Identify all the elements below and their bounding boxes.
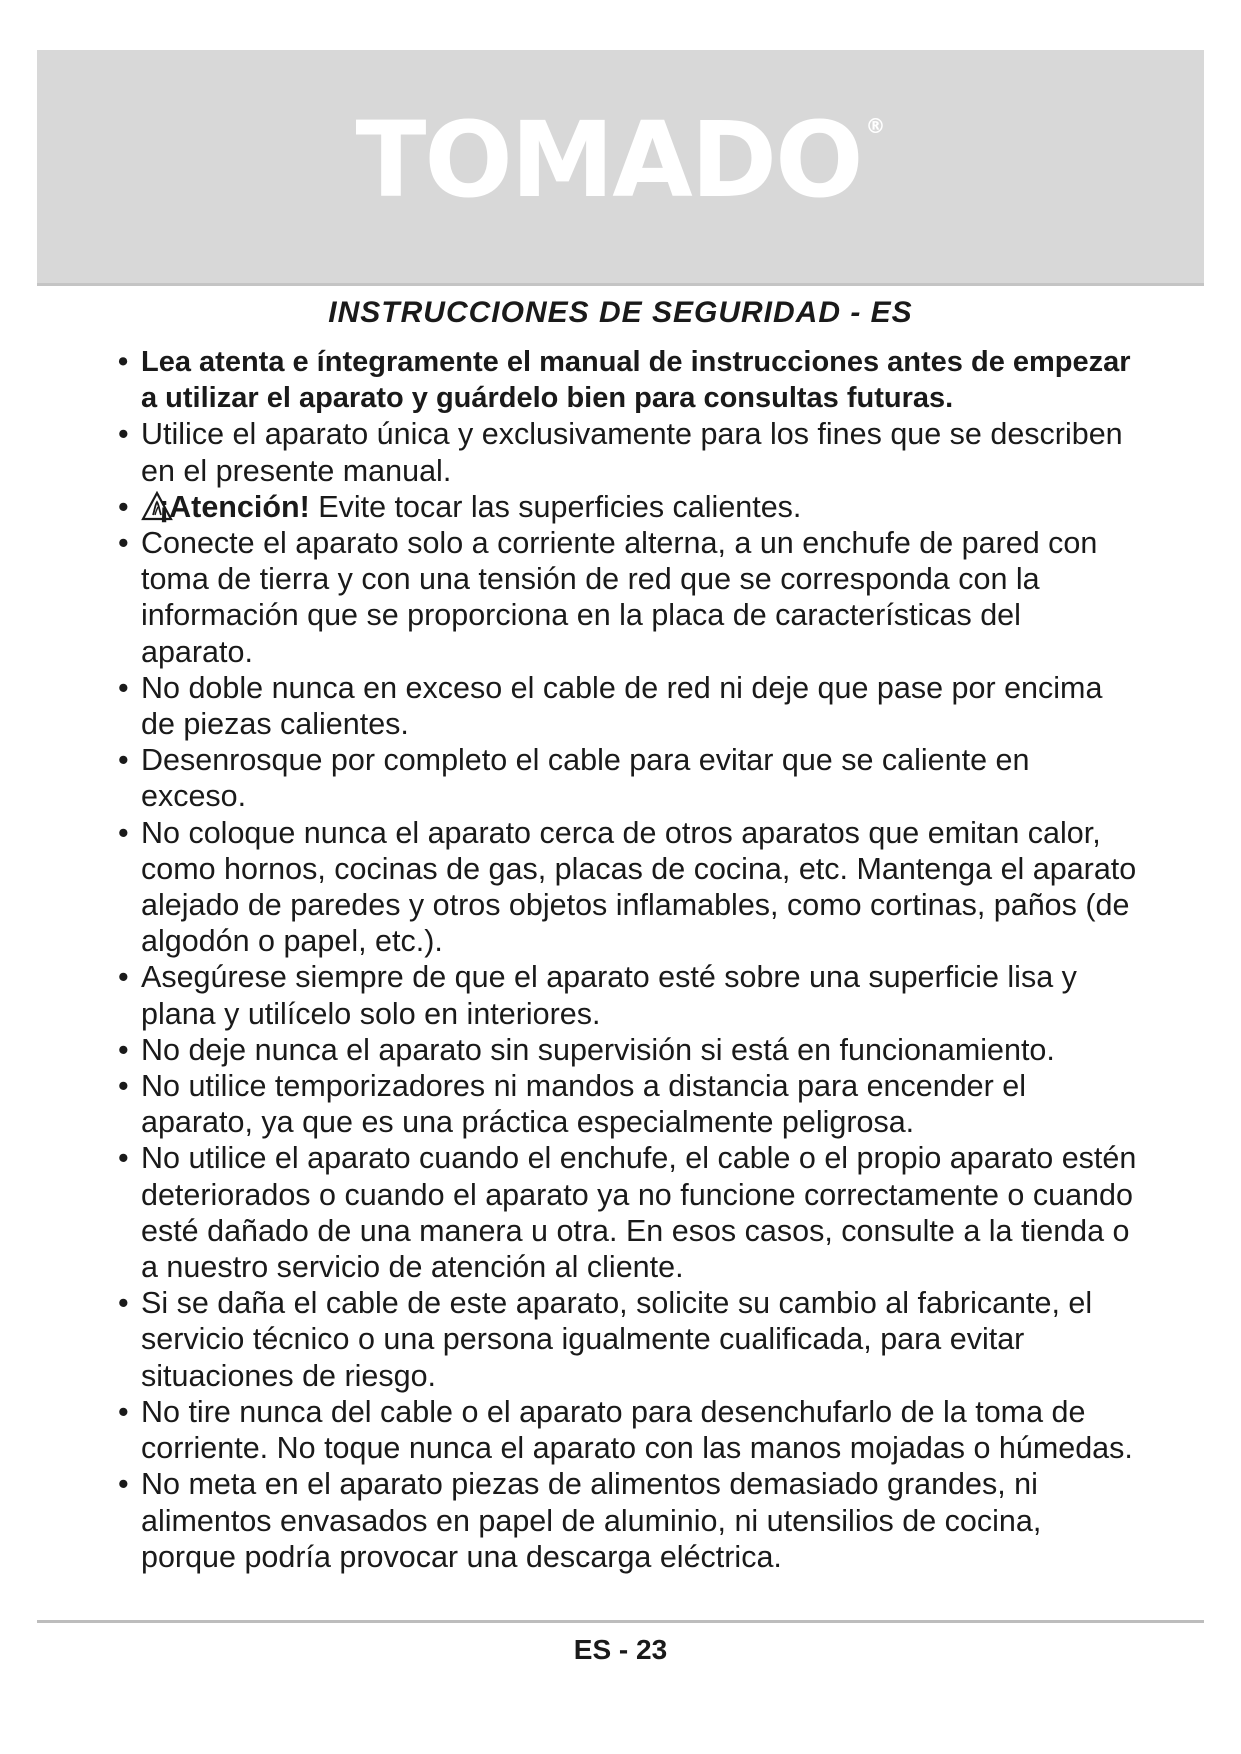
list-item: • Si se daña el cable de este aparato, solicite su cambio al fabricante, el servicio técnico o una persona igualmente cualificada, para evitar situaciones de riesgo. — [118, 1285, 1138, 1394]
list-item: • No utilice el aparato cuando el enchufe, el cable o el propio aparato estén deteriorados o cuando el aparato ya no funcione correctamente o cuando esté dañado de una manera u otra. En esos casos, consulte a la tienda o a nuestro servicio de atención al cliente. — [118, 1140, 1138, 1285]
header-band — [37, 50, 1204, 286]
warning-text: Evite tocar las superficies calientes. — [309, 489, 802, 524]
brand-logo — [37, 99, 1204, 221]
brand-name: TOMADO — [355, 99, 862, 221]
list-item: • No deje nunca el aparato sin supervisión si está en funcionamiento. — [118, 1032, 1138, 1068]
list-item: • No utilice temporizadores ni mandos a distancia para encender el aparato, ya que es una práctica especialmente peligrosa. — [118, 1068, 1138, 1140]
footer-divider — [37, 1620, 1204, 1623]
page-number: ES - 23 — [573, 1634, 668, 1665]
safety-instructions-list — [118, 344, 1138, 1575]
list-item: • Lea atenta e íntegramente el manual de instrucciones antes de empezar a utilizar el aparato y guárdelo bien para consultas futuras. — [118, 344, 1138, 416]
warning-label: ¡Atención! — [159, 489, 310, 524]
list-item: • Desenrosque por completo el cable para evitar que se caliente en exceso. — [118, 742, 1138, 814]
list-item: • Utilice el aparato única y exclusivamente para los fines que se describen en el presente manual. — [118, 416, 1138, 488]
page-title: INSTRUCCIONES DE SEGURIDAD - ES — [328, 296, 913, 329]
list-item: • No tire nunca del cable o el aparato para desenchufarlo de la toma de corriente. No toque nunca el aparato con las manos mojadas o húmedas. — [118, 1394, 1138, 1466]
list-item: • Asegúrese siempre de que el aparato esté sobre una superficie lisa y plana y utilícelo solo en interiores. — [118, 959, 1138, 1031]
list-item: • No doble nunca en exceso el cable de red ni deje que pase por encima de piezas calientes. — [118, 670, 1138, 742]
list-item-warning — [118, 489, 1138, 525]
list-item: • No meta en el aparato piezas de alimentos demasiado grandes, ni alimentos envasados en papel de aluminio, ni utensilios de cocina, porque podría provocar una descarga eléctrica. — [118, 1466, 1138, 1575]
registered-mark: ® — [865, 114, 886, 138]
list-item: • Conecte el aparato solo a corriente alterna, a un enchufe de pared con toma de tierra y con una tensión de red que se corresponda con la información que se proporciona en la placa de características del aparato. — [118, 525, 1138, 670]
list-item: • No coloque nunca el aparato cerca de otros aparatos que emitan calor, como hornos, cocinas de gas, placas de cocina, etc. Mantenga el aparato alejado de paredes y otros objetos inflamables, como cortinas, paños (de algodón o papel, etc.). — [118, 815, 1138, 960]
